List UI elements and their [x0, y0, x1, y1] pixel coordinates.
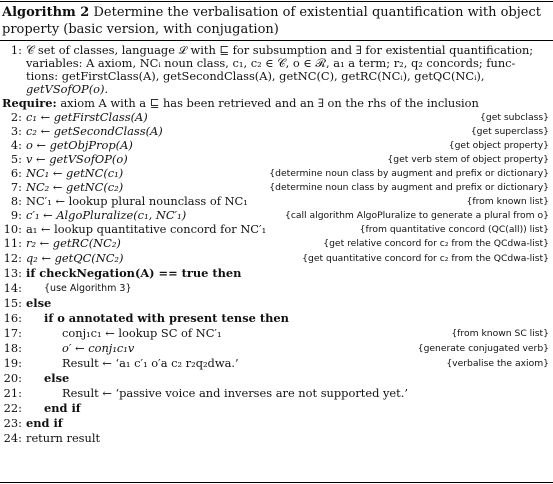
- line-13: if checkNegation(A) == true then: [26, 266, 242, 280]
- line-number: 23:: [3, 416, 22, 430]
- line-number: 24:: [3, 431, 22, 445]
- line-1c: tions: getFirstClass(A), getSecondClass(A), getNC(C), getRC(NCᵢ), getQC(NCᵢ),: [26, 69, 485, 83]
- line-19-comment: {verbalise the axiom}: [446, 358, 549, 369]
- line-19: Result ← ‘a₁ c′₁ o′a c₂ r₂q₂dwa.’: [62, 356, 239, 370]
- line-11-comment: {get relative concord for c₂ from the QCdwa-list}: [323, 238, 549, 249]
- line-10: a₁ ← lookup quantitative concord for NC′₁: [26, 222, 267, 236]
- line-8: NC′₁ ← lookup plural nounclass of NC₁: [26, 194, 248, 208]
- line-14: {use Algorithm 3}: [44, 283, 132, 294]
- line-9: c′₁ ← AlgoPluralize(c₁, NC′₁): [26, 208, 187, 222]
- line-1d: getVSofOP(o).: [26, 82, 109, 96]
- line-12-comment: {get quantitative concord for c₂ from the QCdwa-list}: [302, 253, 549, 264]
- line-7-comment: {determine noun class by augment and prefix or dictionary}: [269, 182, 549, 193]
- bottom-rule: [0, 482, 553, 483]
- line-10-comment: {from quantitative concord (QC(all)) list}: [359, 224, 549, 235]
- line-number: 8:: [10, 194, 22, 208]
- line-12: q₂ ← getQC(NC₂): [26, 251, 124, 265]
- line-number: 22:: [3, 401, 22, 415]
- line-number: 7:: [10, 180, 22, 194]
- line-number: 1:: [10, 43, 22, 57]
- line-17-comment: {from known SC list}: [451, 328, 549, 339]
- line-18: o′ ← conj₁c₁v: [62, 341, 135, 355]
- line-4-comment: {get object property}: [448, 140, 549, 151]
- line-1b: variables: A axiom, NCᵢ noun class, c₁, c₂ ∈ 𝒞, o ∈ ℛ, a₁ a term; r₂, q₂ concords; func-: [26, 56, 516, 70]
- line-number: 12:: [3, 251, 22, 265]
- line-9-comment: {call algorithm AlgoPluralize to generate a plural from o}: [284, 210, 549, 221]
- require-text: axiom A with a ⊑ has been retrieved and an ∃ on the rhs of the inclusion: [60, 96, 479, 110]
- line-number: 5:: [10, 152, 22, 166]
- line-number: 6:: [10, 166, 22, 180]
- line-22: end if: [44, 401, 81, 415]
- line-number: 17:: [3, 326, 22, 340]
- line-5: v ← getVSofOP(o): [26, 152, 128, 166]
- caption-label: Algorithm 2: [2, 5, 90, 20]
- line-3-comment: {get superclass}: [470, 126, 549, 137]
- line-number: 16:: [3, 311, 22, 325]
- line-24: return result: [26, 431, 101, 445]
- line-2: c₁ ← getFirstClass(A): [26, 110, 148, 124]
- line-number: 11:: [3, 236, 22, 250]
- line-23: end if: [26, 416, 63, 430]
- line-number: 2:: [10, 110, 22, 124]
- line-5-comment: {get verb stem of object property}: [387, 154, 549, 165]
- line-8-comment: {from known list}: [466, 196, 549, 207]
- line-number: 15:: [3, 296, 22, 310]
- line-number: 9:: [10, 208, 22, 222]
- line-number: 19:: [3, 356, 22, 370]
- require-keyword: Require:: [2, 96, 57, 110]
- require-line: [2, 97, 479, 110]
- line-2-comment: {get subclass}: [480, 112, 549, 123]
- line-6-comment: {determine noun class by augment and prefix or dictionary}: [269, 168, 549, 179]
- line-number: 21:: [3, 386, 22, 400]
- algorithm-caption: [2, 4, 550, 38]
- line-11: r₂ ← getRC(NC₂): [26, 236, 121, 250]
- line-number: 13:: [3, 266, 22, 280]
- line-15: else: [26, 296, 52, 310]
- line-number: 18:: [3, 341, 22, 355]
- line-18-comment: {generate conjugated verb}: [417, 343, 549, 354]
- line-number: 20:: [3, 371, 22, 385]
- line-1a: 𝒞 set of classes, language ℒ with ⊑ for subsumption and ∃ for existential quantification;: [26, 43, 534, 57]
- line-17: conj₁c₁ ← lookup SC of NC′₁: [62, 326, 222, 340]
- line-16: if o annotated with present tense then: [44, 311, 289, 325]
- line-20: else: [44, 371, 70, 385]
- line-7: NC₂ ← getNC(c₂): [26, 180, 124, 194]
- caption-text: Determine the verbalisation of existential quantification with object property (basic version, with conjugation): [2, 5, 541, 37]
- line-number: 14:: [3, 281, 22, 295]
- line-number: 10:: [3, 222, 22, 236]
- line-21: Result ← ‘passive voice and inverses are not supported yet.’: [62, 386, 408, 400]
- line-number: 4:: [10, 138, 22, 152]
- line-4: o ← getObjProp(A): [26, 138, 133, 152]
- line-3: c₂ ← getSecondClass(A): [26, 124, 163, 138]
- top-rule: [0, 1, 553, 2]
- line-6: NC₁ ← getNC(c₁): [26, 166, 124, 180]
- caption-rule: [0, 40, 553, 41]
- line-number: 3:: [10, 124, 22, 138]
